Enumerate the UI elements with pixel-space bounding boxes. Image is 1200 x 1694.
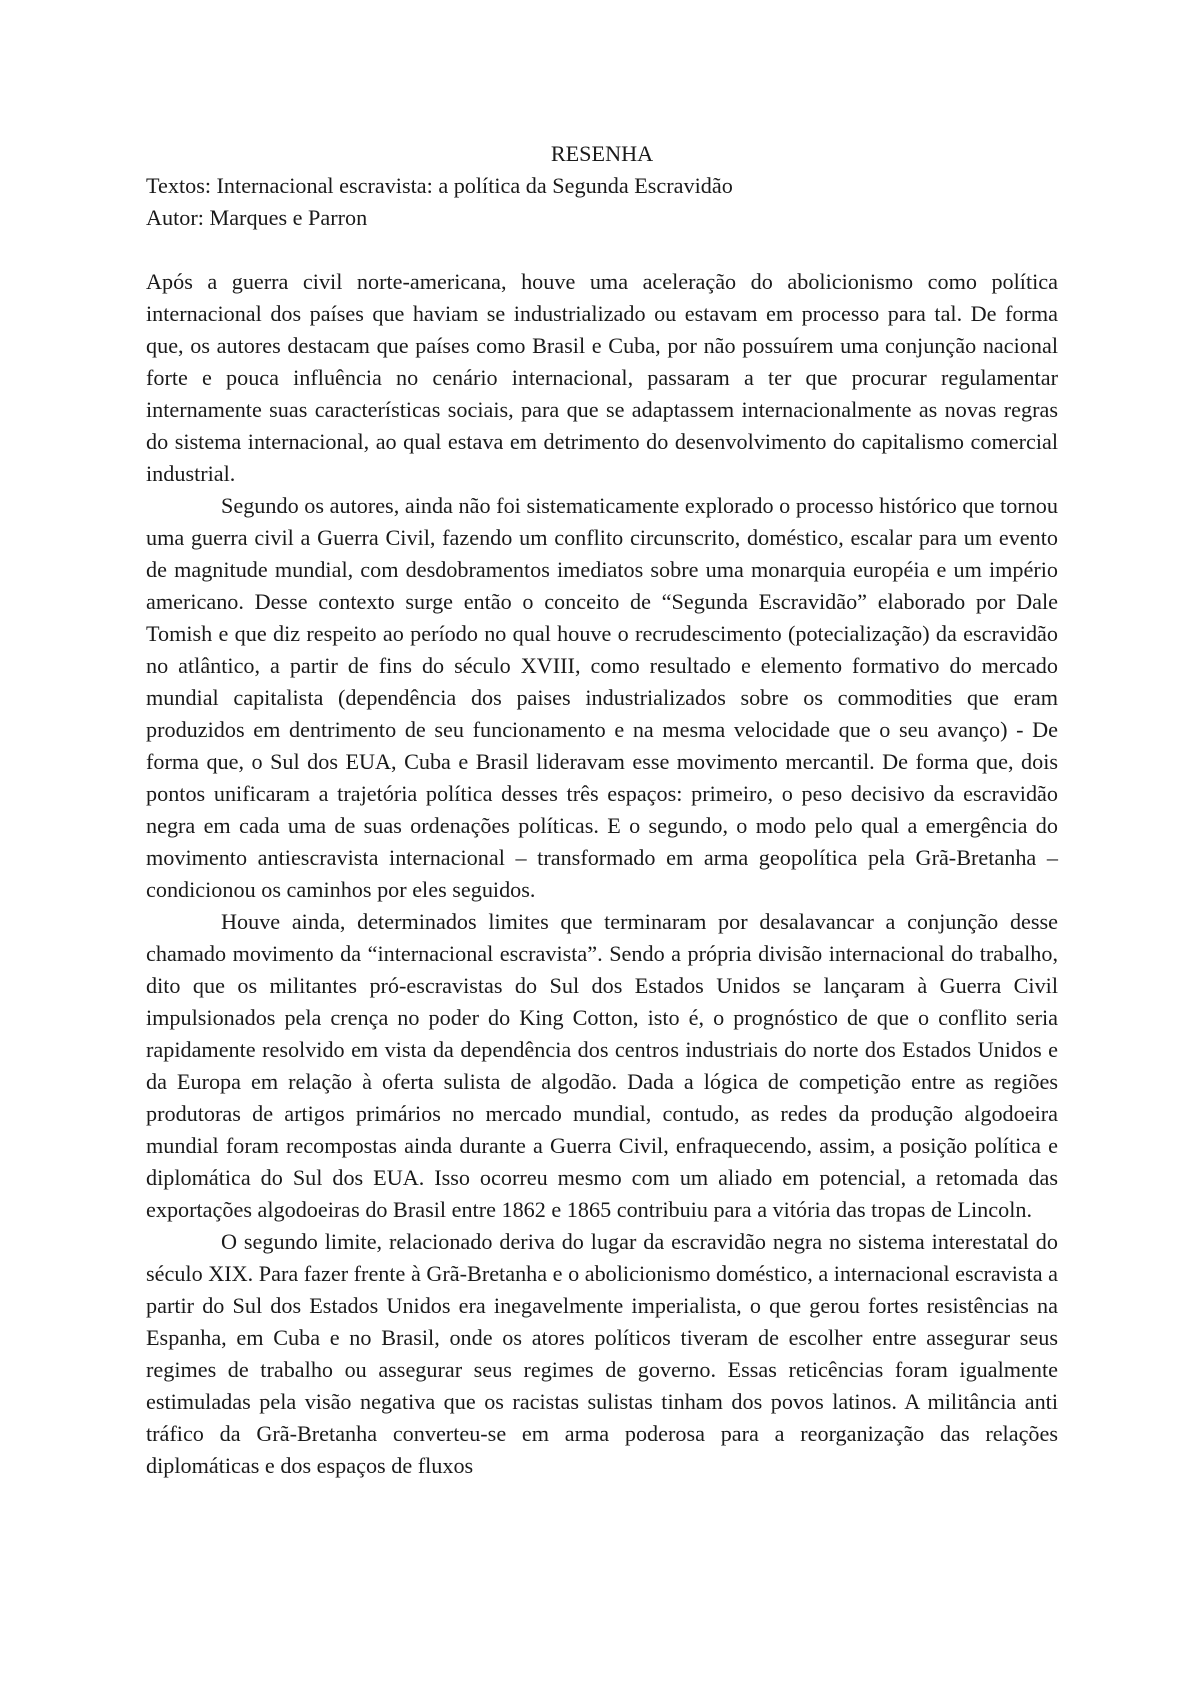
paragraph-1: Após a guerra civil norte-americana, houve uma aceleração do abolicionismo como política internacional dos países que haviam se industrializado ou estavam em processo para tal. De forma que, os autores destacam que países como Brasil e Cuba, por não possuírem uma conjunção nacional forte e pouca influência no cenário internacional, passaram a ter que procurar regulamentar internamente suas características sociais, para que se adaptassem internacionalmente as novas regras do sistema internacional, ao qual estava em detrimento do desenvolvimento do capitalismo comercial industrial. xyxy=(146,269,1058,486)
document-title: RESENHA xyxy=(550,141,654,166)
paragraph-3: Houve ainda, determinados limites que terminaram por desalavancar a conjunção desse chamado movimento da “internacional escravista”. Sendo a própria divisão internacional do trabalho, dito que os militantes pró-escravistas do Sul dos Estados Unidos se lançaram à Guerra Civil impulsionados pela crença no poder do King Cotton, isto é, o prognóstico de que o conflito seria rapidamente resolvido em vista da dependência dos centros industriais do norte dos Estados Unidos e da Europa em relação à oferta sulista de algodão. Dada a lógica de competição entre as regiões produtoras de artigos primários no mercado mundial, contudo, as redes da produção algodoeira mundial foram recompostas ainda durante a Guerra Civil, enfraquecendo, assim, a posição política e diplomática do Sul dos EUA. Isso ocorreu mesmo com um aliado em potencial, a retomada das exportações algodoeiras do Brasil entre 1862 e 1865 contribuiu para a vitória das tropas de Lincoln. xyxy=(146,909,1058,1222)
paragraph-4: O segundo limite, relacionado deriva do lugar da escravidão negra no sistema interestatal do século XIX. Para fazer frente à Grã-Bretanha e o abolicionismo doméstico, a internacional escravista a partir do Sul dos Estados Unidos era inegavelmente imperialista, o que gerou fortes resistências na Espanha, em Cuba e no Brasil, onde os atores políticos tiveram de escolher entre assegurar seus regimes de trabalho ou assegurar seus regimes de governo. Essas reticências foram igualmente estimuladas pela visão negativa que os racistas sulistas tinham dos povos latinos. A militância anti tráfico da Grã-Bretanha converteu-se em arma poderosa para a reorganização das relações diplomáticas e dos espaços de fluxos xyxy=(146,1229,1058,1478)
author-line: Autor: Marques e Parron xyxy=(146,205,368,230)
blank-line xyxy=(146,234,1058,266)
document-body xyxy=(146,138,1058,1482)
paragraph-2: Segundo os autores, ainda não foi sistematicamente explorado o processo histórico que tornou uma guerra civil a Guerra Civil, fazendo um conflito circunscrito, doméstico, escalar para um evento de magnitude mundial, com desdobramentos imediatos sobre uma monarquia européia e um império americano. Desse contexto surge então o conceito de “Segunda Escravidão” elaborado por Dale Tomish e que diz respeito ao período no qual houve o recrudescimento (potecialização) da escravidão no atlântico, a partir de fins do século XVIII, como resultado e elemento formativo do mercado mundial capitalista (dependência dos paises industrializados sobre os commodities que eram produzidos em dentrimento de seu funcionamento e na mesma velocidade que o seu avanço) - De forma que, o Sul dos EUA, Cuba e Brasil lideravam esse movimento mercantil. De forma que, dois pontos unificaram a trajetória política desses três espaços: primeiro, o peso decisivo da escravidão negra em cada uma de suas ordenações políticas. E o segundo, o modo pelo qual a emergência do movimento antiescravista internacional – transformado em arma geopolítica pela Grã-Bretanha – condicionou os caminhos por eles seguidos. xyxy=(146,493,1058,902)
texts-line: Textos: Internacional escravista: a política da Segunda Escravidão xyxy=(146,173,733,198)
